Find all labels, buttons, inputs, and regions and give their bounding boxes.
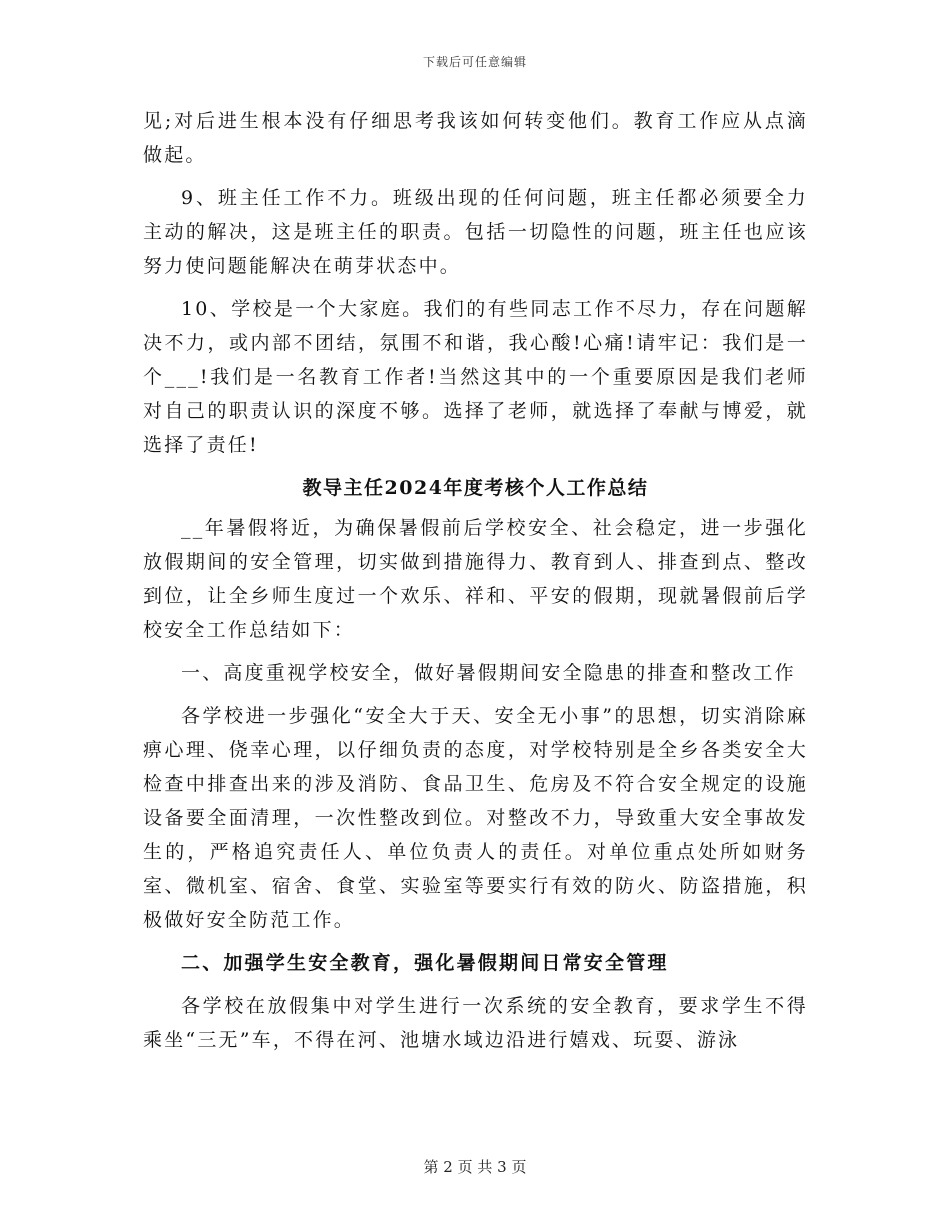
page-number: 第 2 页 共 3 页 <box>423 1158 527 1176</box>
document-title: 教导主任2024年度考核个人工作总结 <box>302 477 649 499</box>
paragraph-section-1: 各学校进一步强化“安全大于天、安全无小事”的思想，切实消除麻痹心理、侥幸心理，以仔细负责的态度，对学校特别是全乡各类安全大检查中排查出来的涉及消防、食品卫生、危房及不符合安全规定的设施设备要全面清理，一次性整改到位。对整改不力，导致重大安全事故发生的，严格追究责任人、单位负责人的责任。对单位重点处所如财务室、微机室、宿舍、食堂、实验室等要实行有效的防火、防盗措施，积极做好安全防范工作。 <box>143 705 808 931</box>
paragraph-continuation: 见;对后进生根本没有仔细思考我该如何转变他们。教育工作应从点滴做起。 <box>143 110 808 166</box>
section-heading-2: 二、加强学生安全教育，强化暑假期间日常安全管理 <box>181 952 669 974</box>
paragraph-intro: __年暑假将近，为确保暑假前后学校安全、社会稳定，进一步强化放假期间的安全管理，切实做到措施得力、教育到人、排查到点、整改到位，让全乡师生度过一个欢乐、祥和、平安的假期，现就暑假前后学校安全工作总结如下： <box>143 517 808 641</box>
page-header-note: 下载后可任意编辑 <box>422 55 527 69</box>
section-heading-1: 一、高度重视学校安全，做好暑假期间安全隐患的排查和整改工作 <box>181 662 796 684</box>
paragraph-item-9: 9、班主任工作不力。班级出现的任何问题，班主任都必须要全力主动的解决，这是班主任的职责。包括一切隐性的问题，班主任也应该努力使问题能解决在萌芽状态中。 <box>143 187 808 277</box>
paragraph-item-10: 10、学校是一个大家庭。我们的有些同志工作不尽力，存在问题解决不力，或内部不团结，氛围不和谐，我心酸!心痛!请牢记：我们是一个___!我们是一名教育工作者!当然这其中的一个重要原因是我们老师对自己的职责认识的深度不够。选择了老师，就选择了奉献与博爱，就选择了责任! <box>143 298 808 456</box>
paragraph-section-2: 各学校在放假集中对学生进行一次系统的安全教育，要求学生不得乘坐“三无”车，不得在河、池塘水域边沿进行嬉戏、玩耍、游泳 <box>143 995 808 1051</box>
document-body <box>143 104 808 1066</box>
